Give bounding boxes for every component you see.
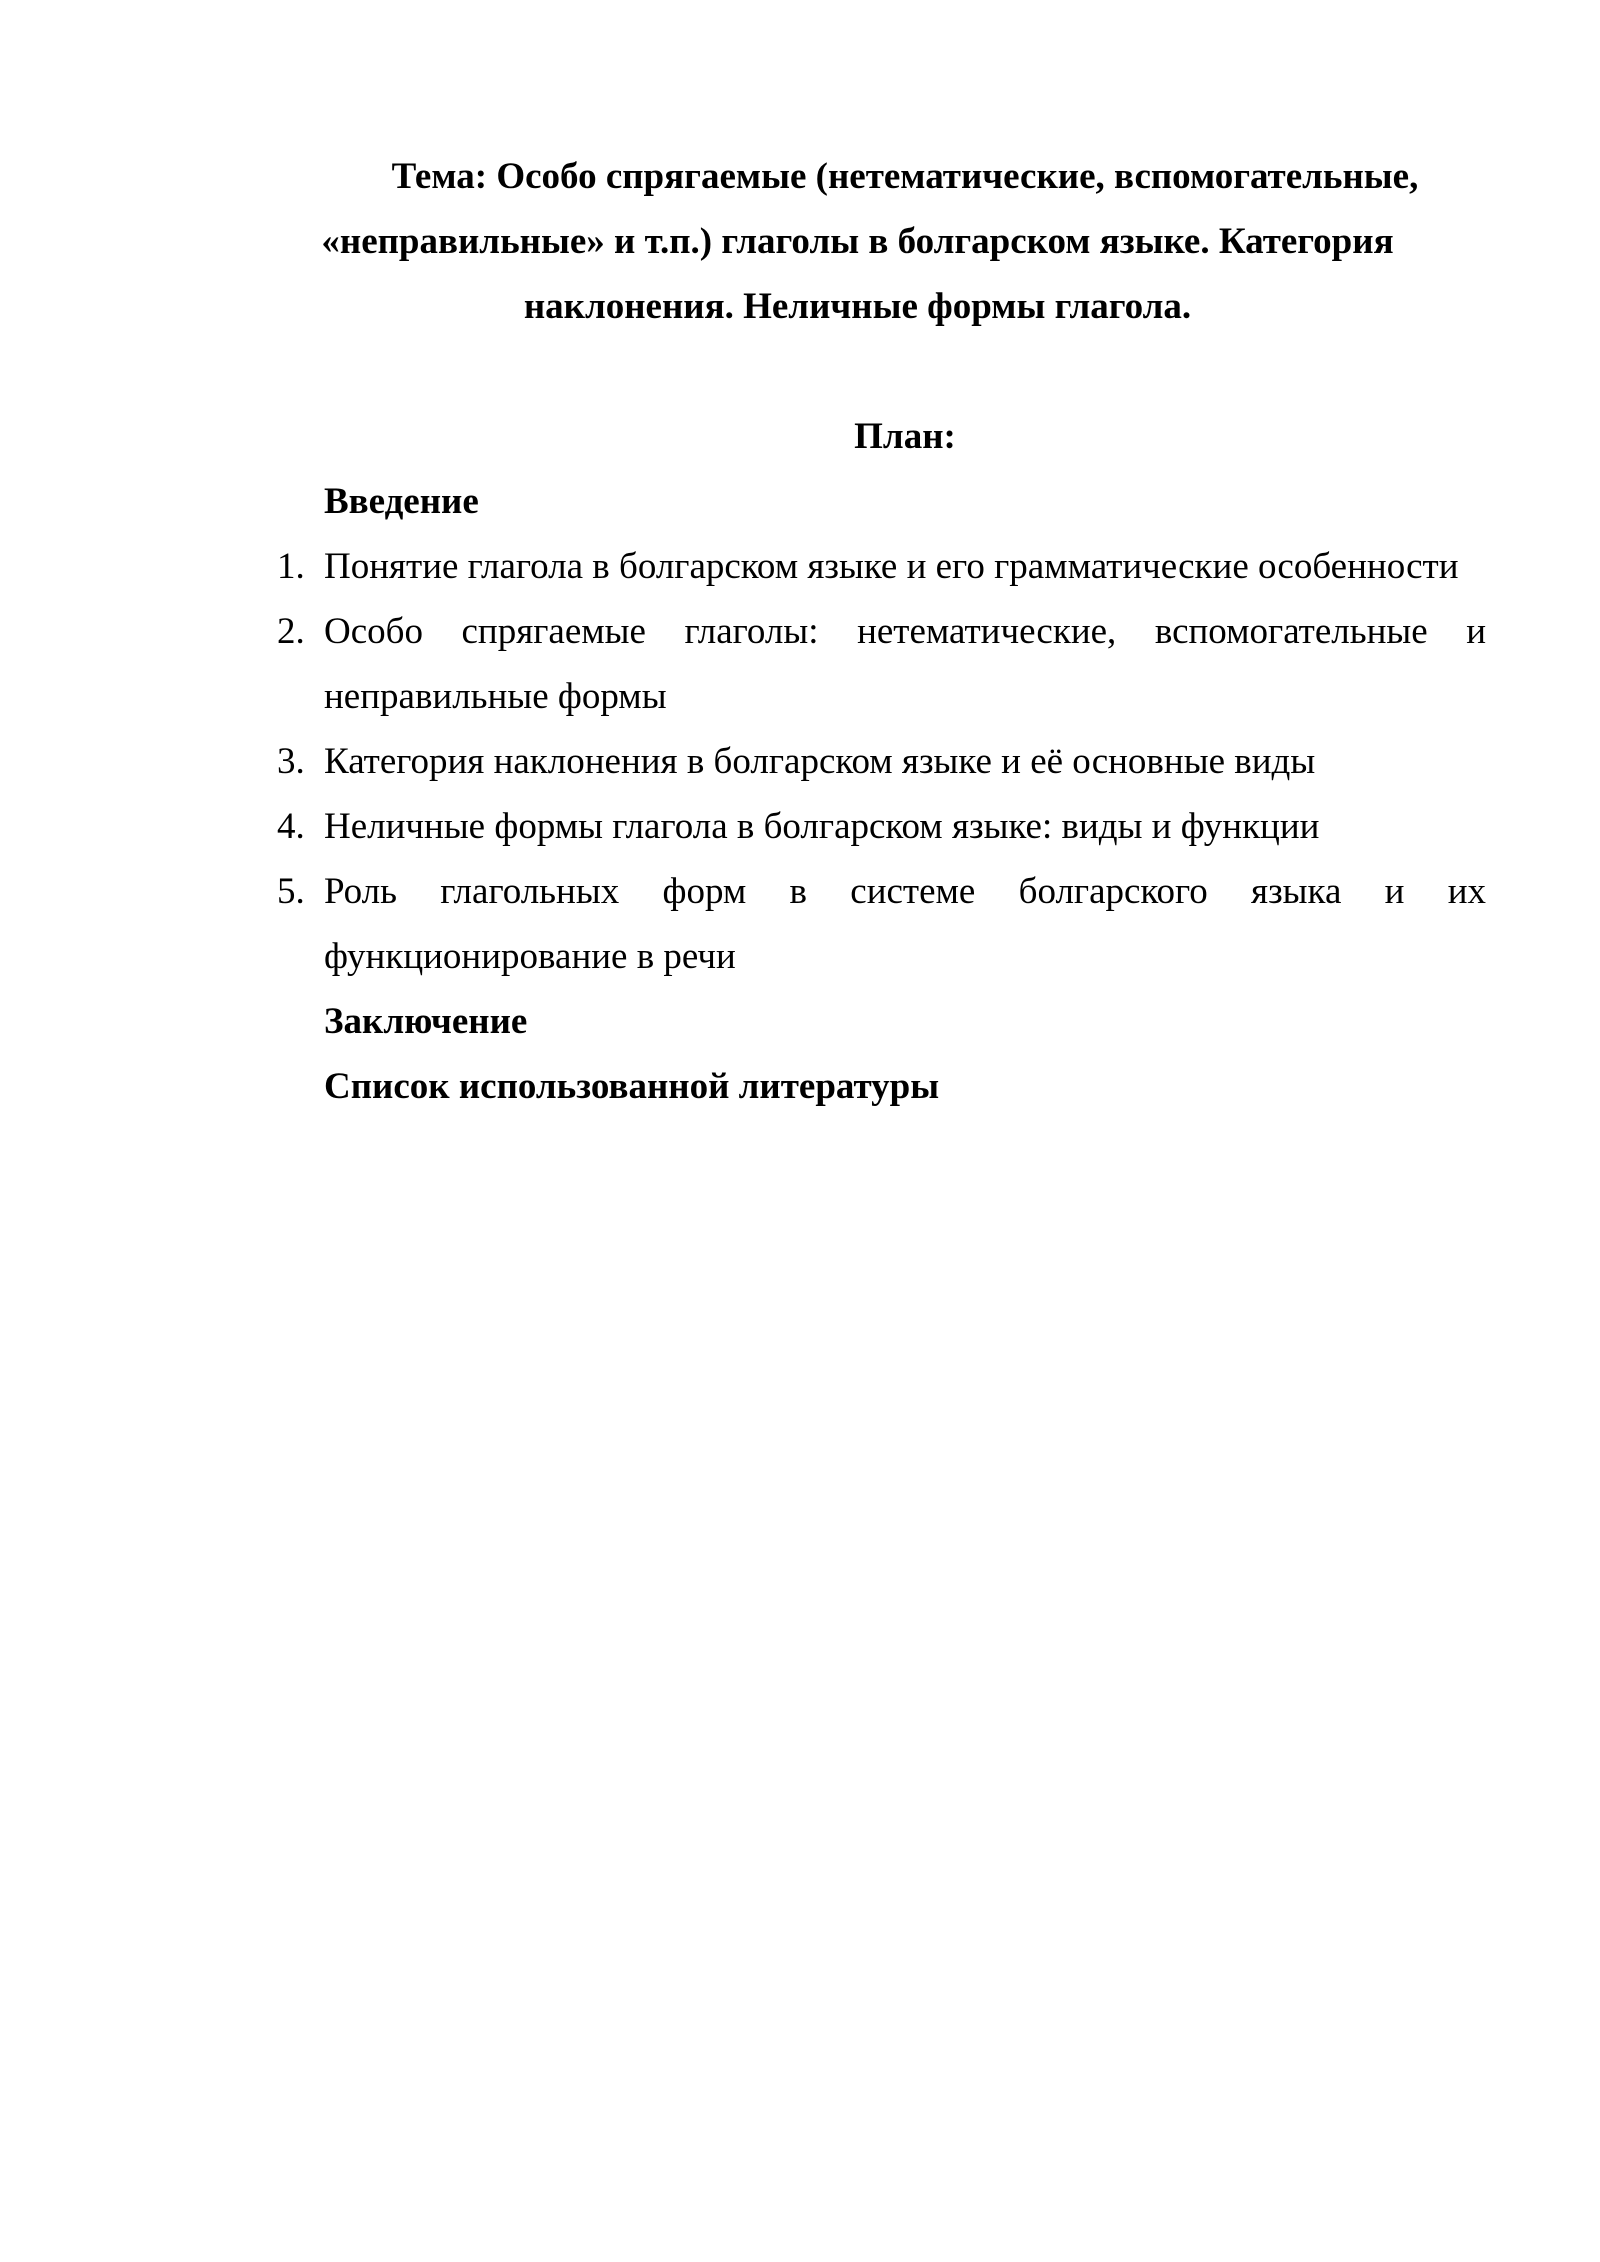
document-title: Тема: Особо спрягаемые (нетематические, вспомогательные, «неправильные» и т.п.) глаголы в болгарском языке. Категория наклонения. Неличные формы глагола. [321, 156, 1419, 327]
plan-item-text: Категория наклонения в болгарском языке и её основные виды [324, 741, 1316, 782]
plan-item [229, 534, 1486, 599]
plan-item-number: 4. [277, 806, 305, 847]
section-heading-conclusion: Заключение [324, 1001, 528, 1042]
plan-item [229, 729, 1486, 794]
plan-heading: План: [854, 416, 956, 457]
plan-item-number: 5. [277, 871, 305, 912]
plan-item [229, 794, 1486, 859]
plan-item-number: 3. [277, 741, 305, 782]
section-heading-bibliography: Список использованной литературы [324, 1066, 940, 1107]
plan-item [229, 859, 1486, 989]
plan-item [229, 599, 1486, 729]
plan-item-number: 1. [277, 546, 305, 587]
plan-list [229, 534, 1486, 989]
blank-line [229, 339, 1486, 404]
plan-item-number: 2. [277, 611, 305, 652]
plan-item-text: Роль глагольных форм в системе болгарского языка и их функционирование в речи [324, 871, 1486, 977]
plan-item-text: Особо спрягаемые глаголы: нетематические, вспомогательные и неправильные формы [324, 611, 1486, 717]
plan-item-text: Неличные формы глагола в болгарском языке: виды и функции [324, 806, 1320, 847]
plan-item-text: Понятие глагола в болгарском языке и его грамматические особенности [324, 546, 1459, 587]
section-heading-introduction: Введение [324, 481, 479, 522]
